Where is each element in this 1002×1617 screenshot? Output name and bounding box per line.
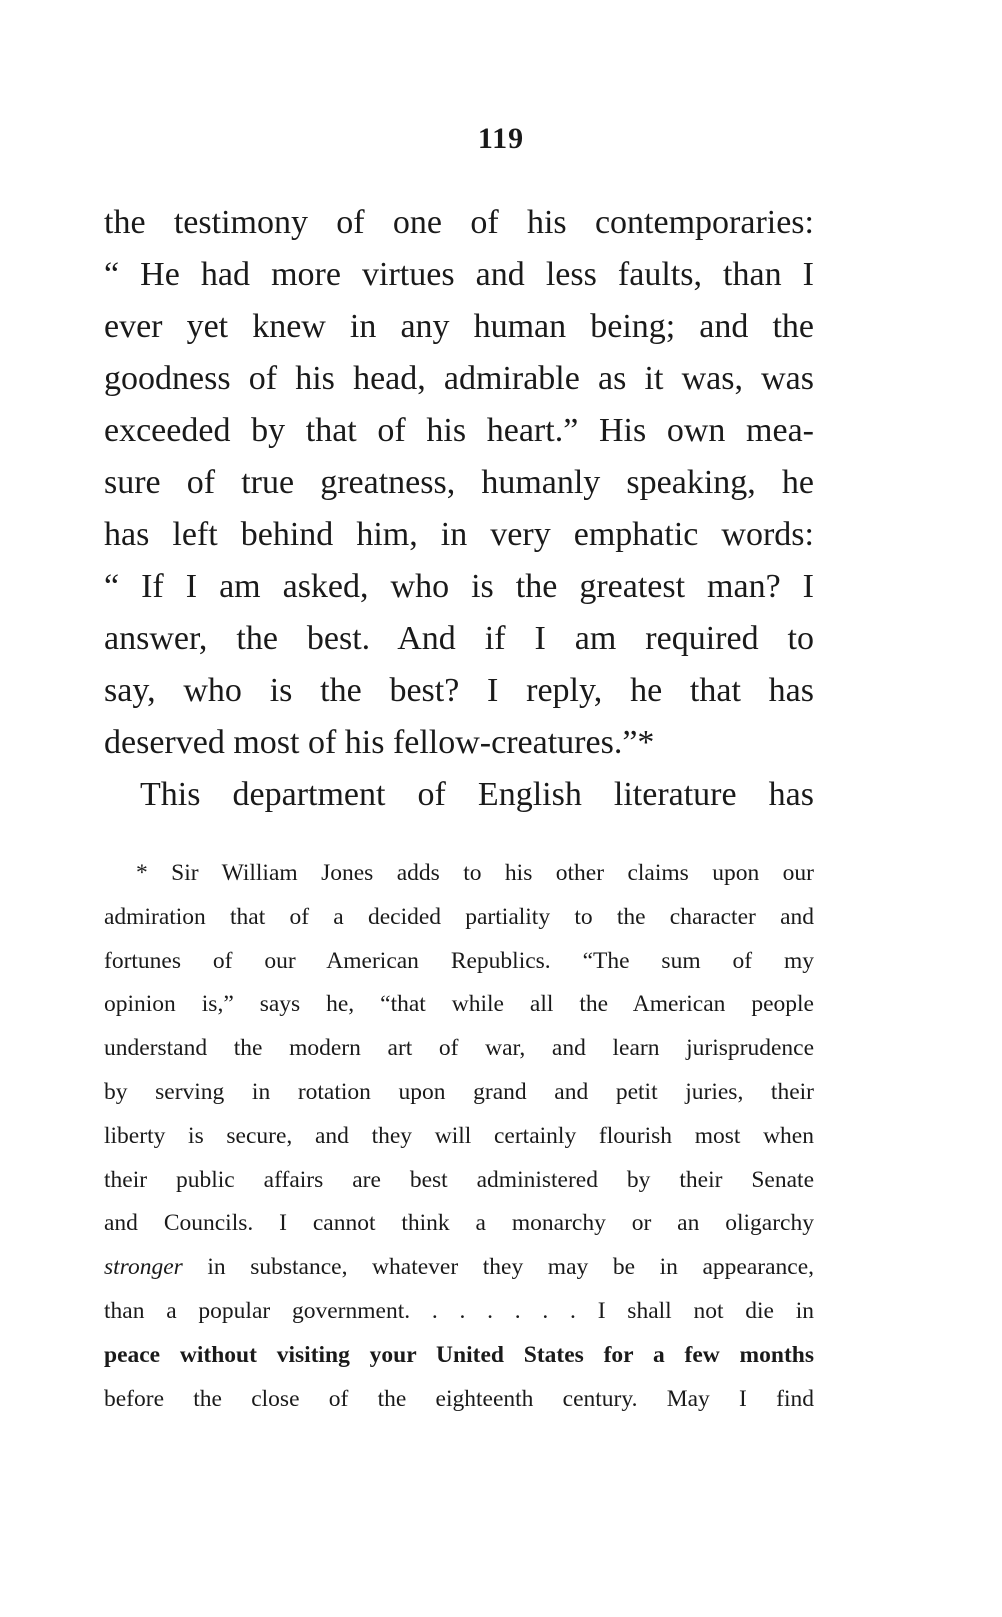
footnote-line: understand the modern art of war, and learn jurisprudence [104,1035,814,1062]
footnote-line-rest: in substance, whatever they may be in appearance, [182,1254,814,1281]
footnote-line: peace without visiting your United States for a few months [104,1341,814,1368]
main-text-line: goodness of his head, admirable as it was, was [104,360,814,397]
footnote-line-mixed [104,1246,814,1290]
footnote-line: liberty is secure, and they will certainly flourish most when [104,1122,814,1149]
main-text-line: say, who is the best? I reply, he that has [104,672,814,709]
main-text-line: the testimony of one of his contemporaries: [104,204,814,241]
footnote-line: before the close of the eighteenth century. May I find [104,1385,814,1412]
footnote-line: by serving in rotation upon grand and petit juries, their [104,1078,814,1105]
main-text-line: “ If I am asked, who is the greatest man? I [104,568,814,605]
main-text-line: deserved most of his fellow-creatures.”* [104,724,655,761]
main-text-line: This department of English literature has [140,776,814,813]
footnote-line: admiration that of a decided partiality to the character and [104,903,814,930]
footnote-line: opinion is,” says he, “that while all the American people [104,991,814,1018]
page-number: 119 [477,122,525,155]
main-text-line: “ He had more virtues and less faults, than I [104,256,814,293]
footnote-line: fortunes of our American Republics. “The sum of my [104,947,814,974]
main-text-block [104,197,814,821]
footnote-italic-word: stronger [104,1254,183,1281]
footnote-block [104,852,814,1421]
footnote-line: * Sir William Jones adds to his other claims upon our [136,860,814,886]
main-text-line: has left behind him, in very emphatic words: [104,516,814,553]
main-text-line: ever yet knew in any human being; and the [104,308,814,345]
main-text-line: exceeded by that of his heart.” His own mea- [104,412,814,449]
footnote-line: and Councils. I cannot think a monarchy or an oligarchy [104,1210,814,1237]
footnote-line: than a popular government. . . . . . . I shall not die in [104,1297,814,1324]
main-text-line: sure of true greatness, humanly speaking, he [104,464,814,501]
main-text-line: answer, the best. And if I am required to [104,620,814,657]
footnote-line: their public affairs are best administered by their Senate [104,1166,814,1193]
